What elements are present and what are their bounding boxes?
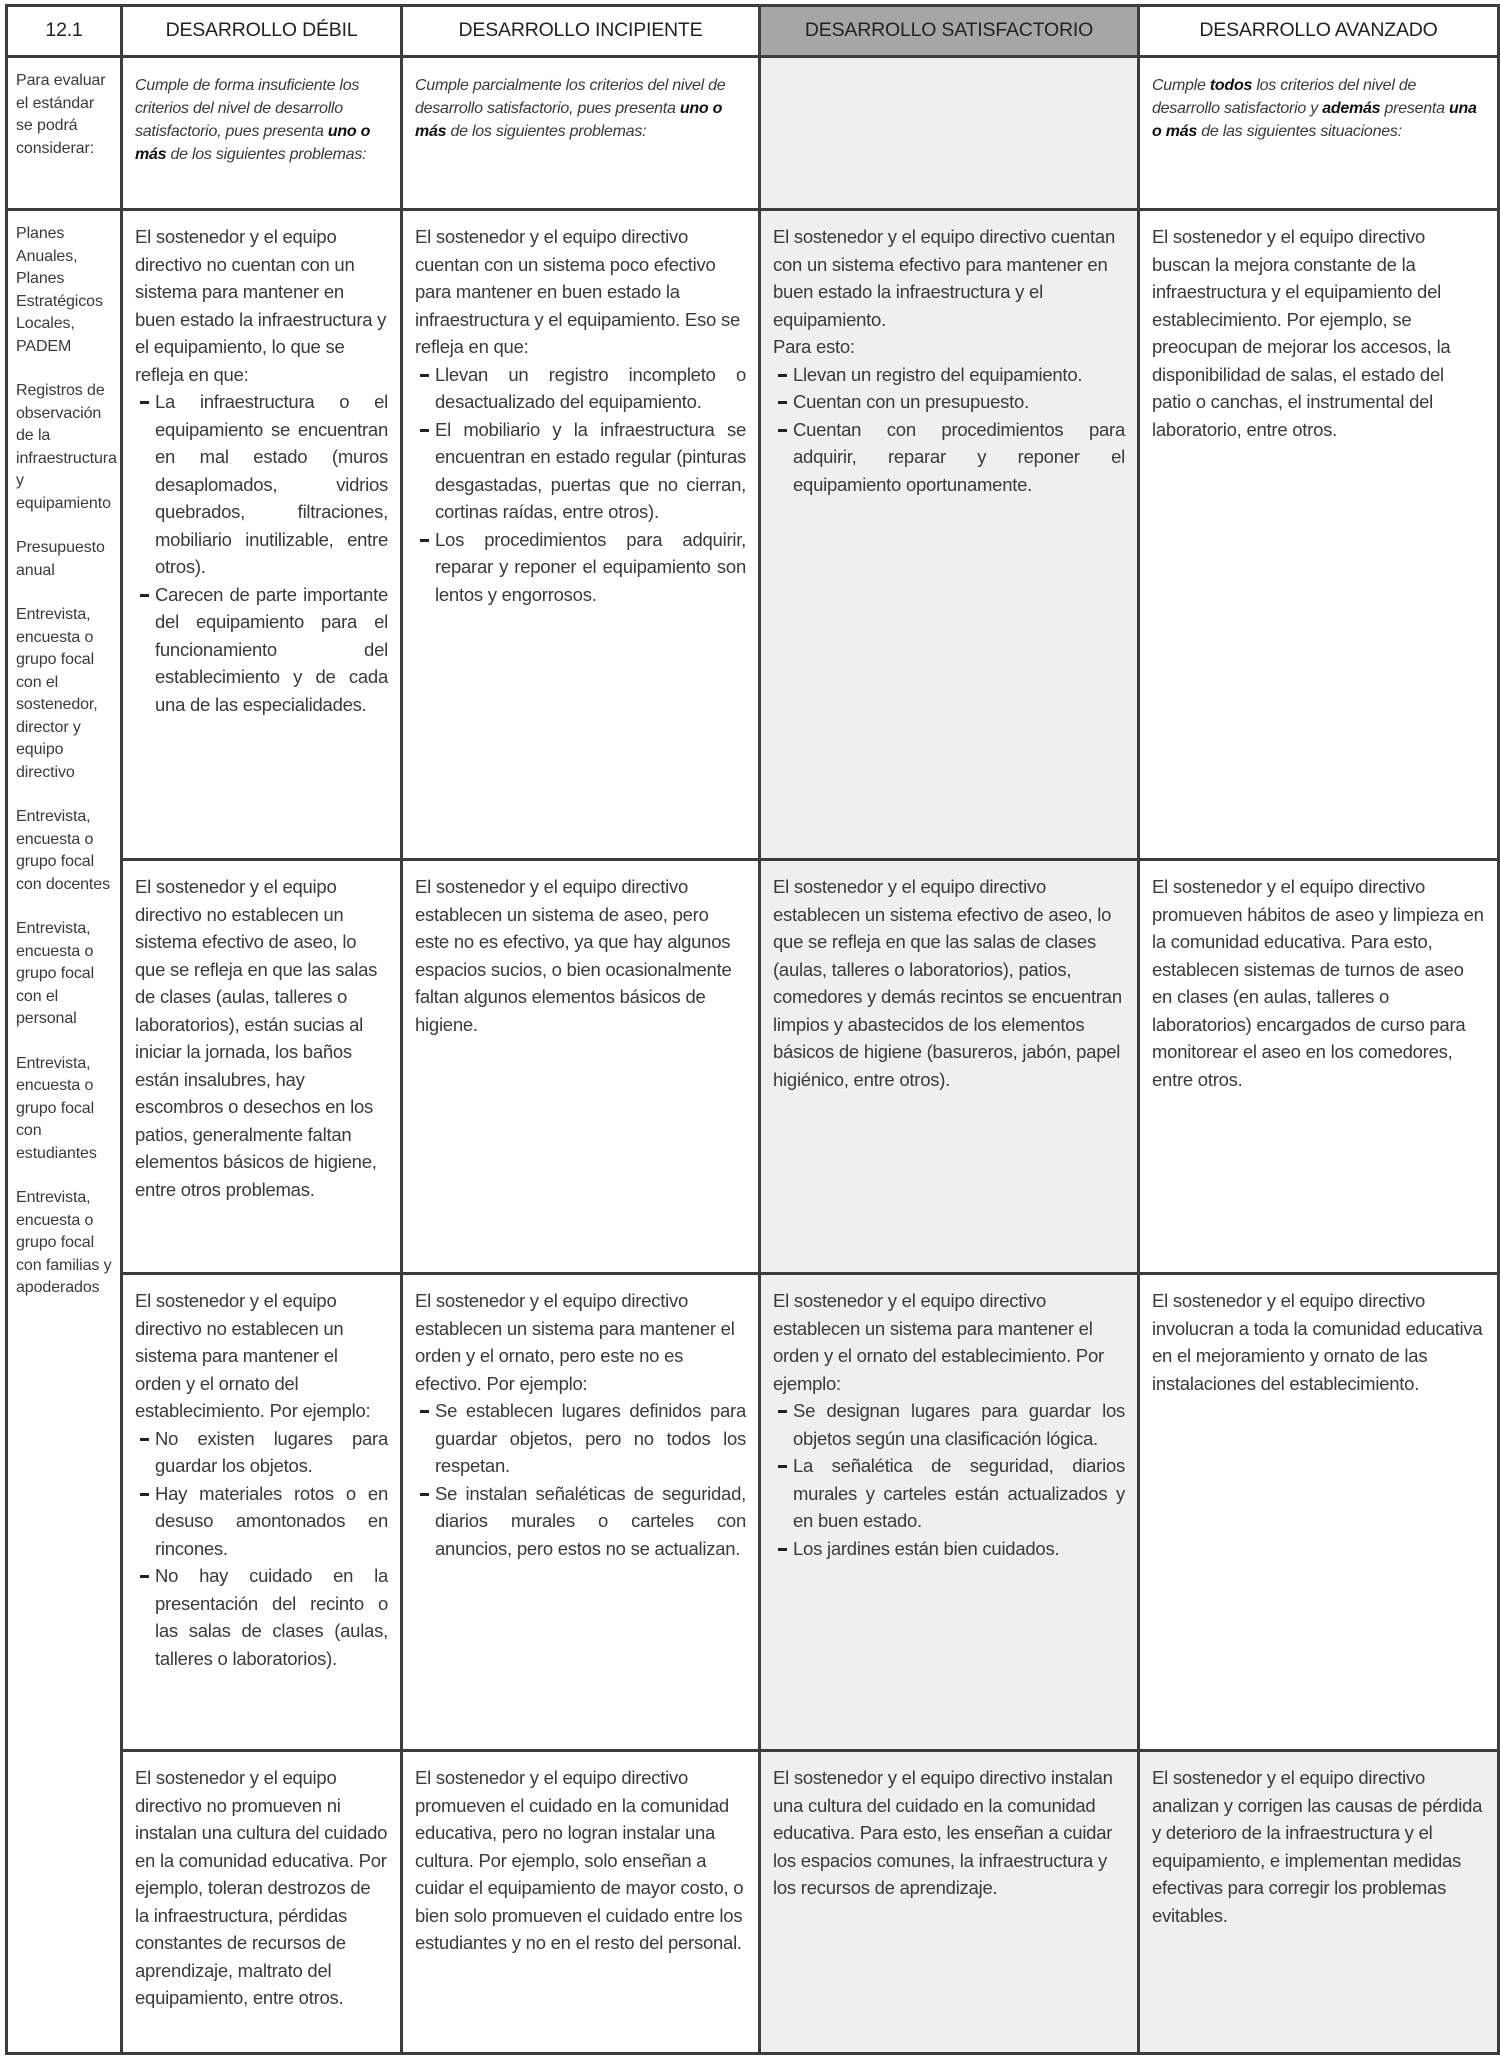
criterion-list-item: Llevan un registro incompleto o desactualizado del equipamiento. (415, 361, 746, 416)
criterion-text: El sostenedor y el equipo directivo buscan la mejora constante de la infraestructura y el equipamiento del establecimiento. Por ejemplo, se preocupan de mejorar los accesos, la disponibilidad de salas, el estado del patio o canchas, el instrumental del laboratorio, entre otros. (1152, 226, 1451, 440)
criterion-cell-debil (122, 1274, 402, 1751)
criterion-list-item: Hay materiales rotos o en desuso amontonados en rincones. (135, 1480, 388, 1563)
evaluation-source-item: Entrevista, encuesta o grupo focal con estudiantes (16, 1054, 97, 1162)
criterion-list-item: Cuentan con un presupuesto. (773, 388, 1125, 416)
intro-text: Cumple parcialmente los criterios del nivel de desarrollo satisfactorio, pues presenta (415, 77, 726, 117)
level-header-debil: DESARROLLO DÉBIL (122, 6, 402, 57)
intro-incipiente (402, 57, 760, 210)
criterion-text: El sostenedor y el equipo directivo promueven el cuidado en la comunidad educativa, pero no logran instalar una cultura. Por ejemplo, solo enseñan a cuidar el equipamiento de mayor costo, o bien solo promueven el cuidado entre los estudiantes y no en el resto del personal. (415, 1767, 744, 1953)
evaluation-source-item: Planes Anuales, Planes Estratégicos Locales, PADEM (16, 225, 103, 355)
criterion-list (415, 361, 746, 609)
criterion-list (415, 1397, 746, 1562)
criterion-list-item: Se designan lugares para guardar los objetos según una clasificación lógica. (773, 1397, 1125, 1452)
criterion-row (7, 210, 1499, 860)
level-header-satisfactorio: DESARROLLO SATISFACTORIO (760, 6, 1139, 57)
intro-text: presenta (1380, 100, 1449, 117)
criterion-list-item: Se instalan señaléticas de seguridad, diarios murales o carteles con anuncios, pero estos no se actualizan. (415, 1480, 746, 1563)
criterion-cell-incipiente (402, 860, 760, 1274)
criterion-text: El sostenedor y el equipo directivo establecen un sistema para mantener el orden y el ornato del establecimiento. Por ejemplo: (773, 1290, 1104, 1394)
intro-text: de las siguientes situaciones: (1197, 123, 1402, 140)
criterion-cell-avanzado (1139, 210, 1499, 860)
criterion-text: El sostenedor y el equipo directivo promueven hábitos de aseo y limpieza en la comunidad educativa. Para esto, establecen sistemas de turnos de aseo en clases (en aulas, talleres o laboratorios) encargados de curso para monitorear el aseo en los comedores, entre otros. (1152, 876, 1484, 1090)
intro-text: de los siguientes problemas: (446, 123, 647, 140)
evaluation-source-item: Entrevista, encuesta o grupo focal con docentes (16, 808, 110, 893)
intro-emphasis: uno o más (135, 123, 371, 163)
criterion-list-item: El mobiliario y la infraestructura se encuentran en estado regular (pinturas desgastadas, puertas que no cierran, cortinas raídas, entre otros). (415, 416, 746, 526)
criterion-text: El sostenedor y el equipo directivo no establecen un sistema para mantener el orden y el ornato del establecimiento. Por ejemplo: (135, 1290, 371, 1421)
evaluation-source-item: Presupuesto anual (16, 539, 105, 579)
criterion-text: El sostenedor y el equipo directivo instalan una cultura del cuidado en la comunidad educativa. Para esto, les enseñan a cuidar los espacios comunes, la infraestructura y los recursos de aprendizaje. (773, 1767, 1113, 1898)
criterion-text: El sostenedor y el equipo directivo no establecen un sistema efectivo de aseo, lo que se refleja en que las salas de clases (aulas, talleres o laboratorios), están sucias al iniciar la jornada, los baños están insalubres, hay escombros o desechos en los patios, generalmente faltan elementos básicos de higiene, entre otros problemas. (135, 876, 378, 1200)
criterion-text: El sostenedor y el equipo directivo no promueven ni instalan una cultura del cuidado en la comunidad educativa. Por ejemplo, toleran destrozos de la infraestructura, pérdidas constantes de recursos de aprendizaje, maltrato del equipamiento, entre otros. (135, 1767, 388, 2008)
criterion-list-item: No hay cuidado en la presentación del recinto o las salas de clases (aulas, talleres o laboratorios). (135, 1562, 388, 1672)
evaluation-source-item: Entrevista, encuesta o grupo focal con el sostenedor, director y equipo directivo (16, 606, 98, 781)
criterion-cell-satisfactorio (760, 860, 1139, 1274)
criterion-list-item: Cuentan con procedimientos para adquirir, reparar y reponer el equipamiento oportunamente. (773, 416, 1125, 499)
criterion-cell-satisfactorio (760, 1274, 1139, 1751)
criterion-row (7, 1274, 1499, 1751)
criterion-list-item: Llevan un registro del equipamiento. (773, 361, 1125, 389)
criterion-list-item: Los procedimientos para adquirir, reparar y reponer el equipamiento son lentos y engorrosos. (415, 526, 746, 609)
criterion-cell-satisfactorio (760, 210, 1139, 860)
criterion-list (135, 1425, 388, 1673)
criterion-text: El sostenedor y el equipo directivo cuentan con un sistema poco efectivo para mantener en buen estado la infraestructura y el equipamiento. Eso se refleja en que: (415, 226, 740, 357)
criterion-cell-incipiente (402, 210, 760, 860)
criterion-cell-debil (122, 1751, 402, 2054)
evaluation-source-item: Registros de observación de la infraestructura y equipamiento (16, 382, 117, 512)
intro-debil (122, 57, 402, 210)
criterion-list-item: La infraestructura o el equipamiento se encuentran en mal estado (muros desaplomados, vidrios quebrados, filtraciones, mobiliario inutilizable, entre otros). (135, 388, 388, 581)
criterion-list-item: Carecen de parte importante del equipamiento para el funcionamiento del establecimiento y de cada una de las especialidades. (135, 581, 388, 719)
intro-text: Cumple (1152, 77, 1210, 94)
criterion-text: El sostenedor y el equipo directivo establecen un sistema para mantener el orden y el ornato, pero este no es efectivo. Por ejemplo: (415, 1290, 735, 1394)
evaluation-source-item: Entrevista, encuesta o grupo focal con el personal (16, 920, 95, 1027)
intro-satisfactorio (760, 57, 1139, 210)
criterion-cell-satisfactorio (760, 1751, 1139, 2054)
intro-text: los criterios del nivel de desarrollo satisfactorio y (1152, 77, 1417, 117)
criterion-text: El sostenedor y el equipo directivo cuentan con un sistema efectivo para mantener en buen estado la infraestructura y el equipamiento. Para esto: (773, 226, 1115, 357)
intro-emphasis: uno o más (415, 100, 723, 140)
intro-text: de los siguientes problemas: (166, 146, 367, 163)
intro-row (7, 57, 1499, 210)
criterion-text: El sostenedor y el equipo directivo involucran a toda la comunidad educativa en el mejoramiento y ornato de las instalaciones del establecimiento. (1152, 1290, 1483, 1394)
criterion-row (7, 1751, 1499, 2054)
evaluation-sources-label: Para evaluar el estándar se podrá considerar: (7, 57, 122, 210)
criterion-cell-avanzado (1139, 860, 1499, 1274)
criterion-list-item: Se establecen lugares definidos para guardar objetos, pero no todos los respetan. (415, 1397, 746, 1480)
intro-avanzado (1139, 57, 1499, 210)
intro-emphasis: además (1322, 100, 1381, 117)
criterion-cell-debil (122, 210, 402, 860)
intro-text: Cumple de forma insuficiente los criterios del nivel de desarrollo satisfactorio, pues presenta (135, 77, 360, 140)
criterion-text: El sostenedor y el equipo directivo establecen un sistema efectivo de aseo, lo que se refleja en que las salas de clases (aulas, talleres o laboratorios), patios, comedores y demás recintos se encuentran limpios y abastecidos de los elementos básicos de higiene (basureros, jabón, papel higiénico, entre otros). (773, 876, 1122, 1090)
evaluation-source-item: Entrevista, encuesta o grupo focal con familias y apoderados (16, 1189, 112, 1296)
criterion-cell-debil (122, 860, 402, 1274)
criterion-row (7, 860, 1499, 1274)
criterion-cell-incipiente (402, 1274, 760, 1751)
intro-emphasis: todos (1209, 77, 1253, 94)
standard-code: 12.1 (7, 6, 122, 57)
criterion-list-item: Los jardines están bien cuidados. (773, 1535, 1125, 1563)
criterion-list (773, 361, 1125, 499)
header-row (7, 6, 1499, 57)
criterion-list-item: No existen lugares para guardar los objetos. (135, 1425, 388, 1480)
criterion-cell-avanzado (1139, 1274, 1499, 1751)
criterion-list (773, 1397, 1125, 1562)
level-header-incipiente: DESARROLLO INCIPIENTE (402, 6, 760, 57)
criterion-cell-incipiente (402, 1751, 760, 2054)
criterion-text: El sostenedor y el equipo directivo no cuentan con un sistema para mantener en buen estado la infraestructura y el equipamiento, lo que se refleja en que: (135, 226, 387, 385)
criterion-cell-avanzado (1139, 1751, 1499, 2054)
intro-emphasis: una o más (1152, 100, 1477, 140)
criterion-text: El sostenedor y el equipo directivo analizan y corrigen las causas de pérdida y deterioro de la infraestructura y el equipamiento, e implementan medidas efectivas para corregir los problemas evitables. (1152, 1767, 1483, 1926)
criterion-list (135, 388, 388, 718)
criterion-text: El sostenedor y el equipo directivo establecen un sistema de aseo, pero este no es efectivo, ya que hay algunos espacios sucios, o bien ocasionalmente faltan algunos elementos básicos de higiene. (415, 876, 732, 1035)
criterion-list-item: La señalética de seguridad, diarios murales y carteles están actualizados y en buen estado. (773, 1452, 1125, 1535)
rubric-table (5, 4, 1500, 2055)
level-header-avanzado: DESARROLLO AVANZADO (1139, 6, 1499, 57)
evaluation-sources (7, 210, 122, 2054)
